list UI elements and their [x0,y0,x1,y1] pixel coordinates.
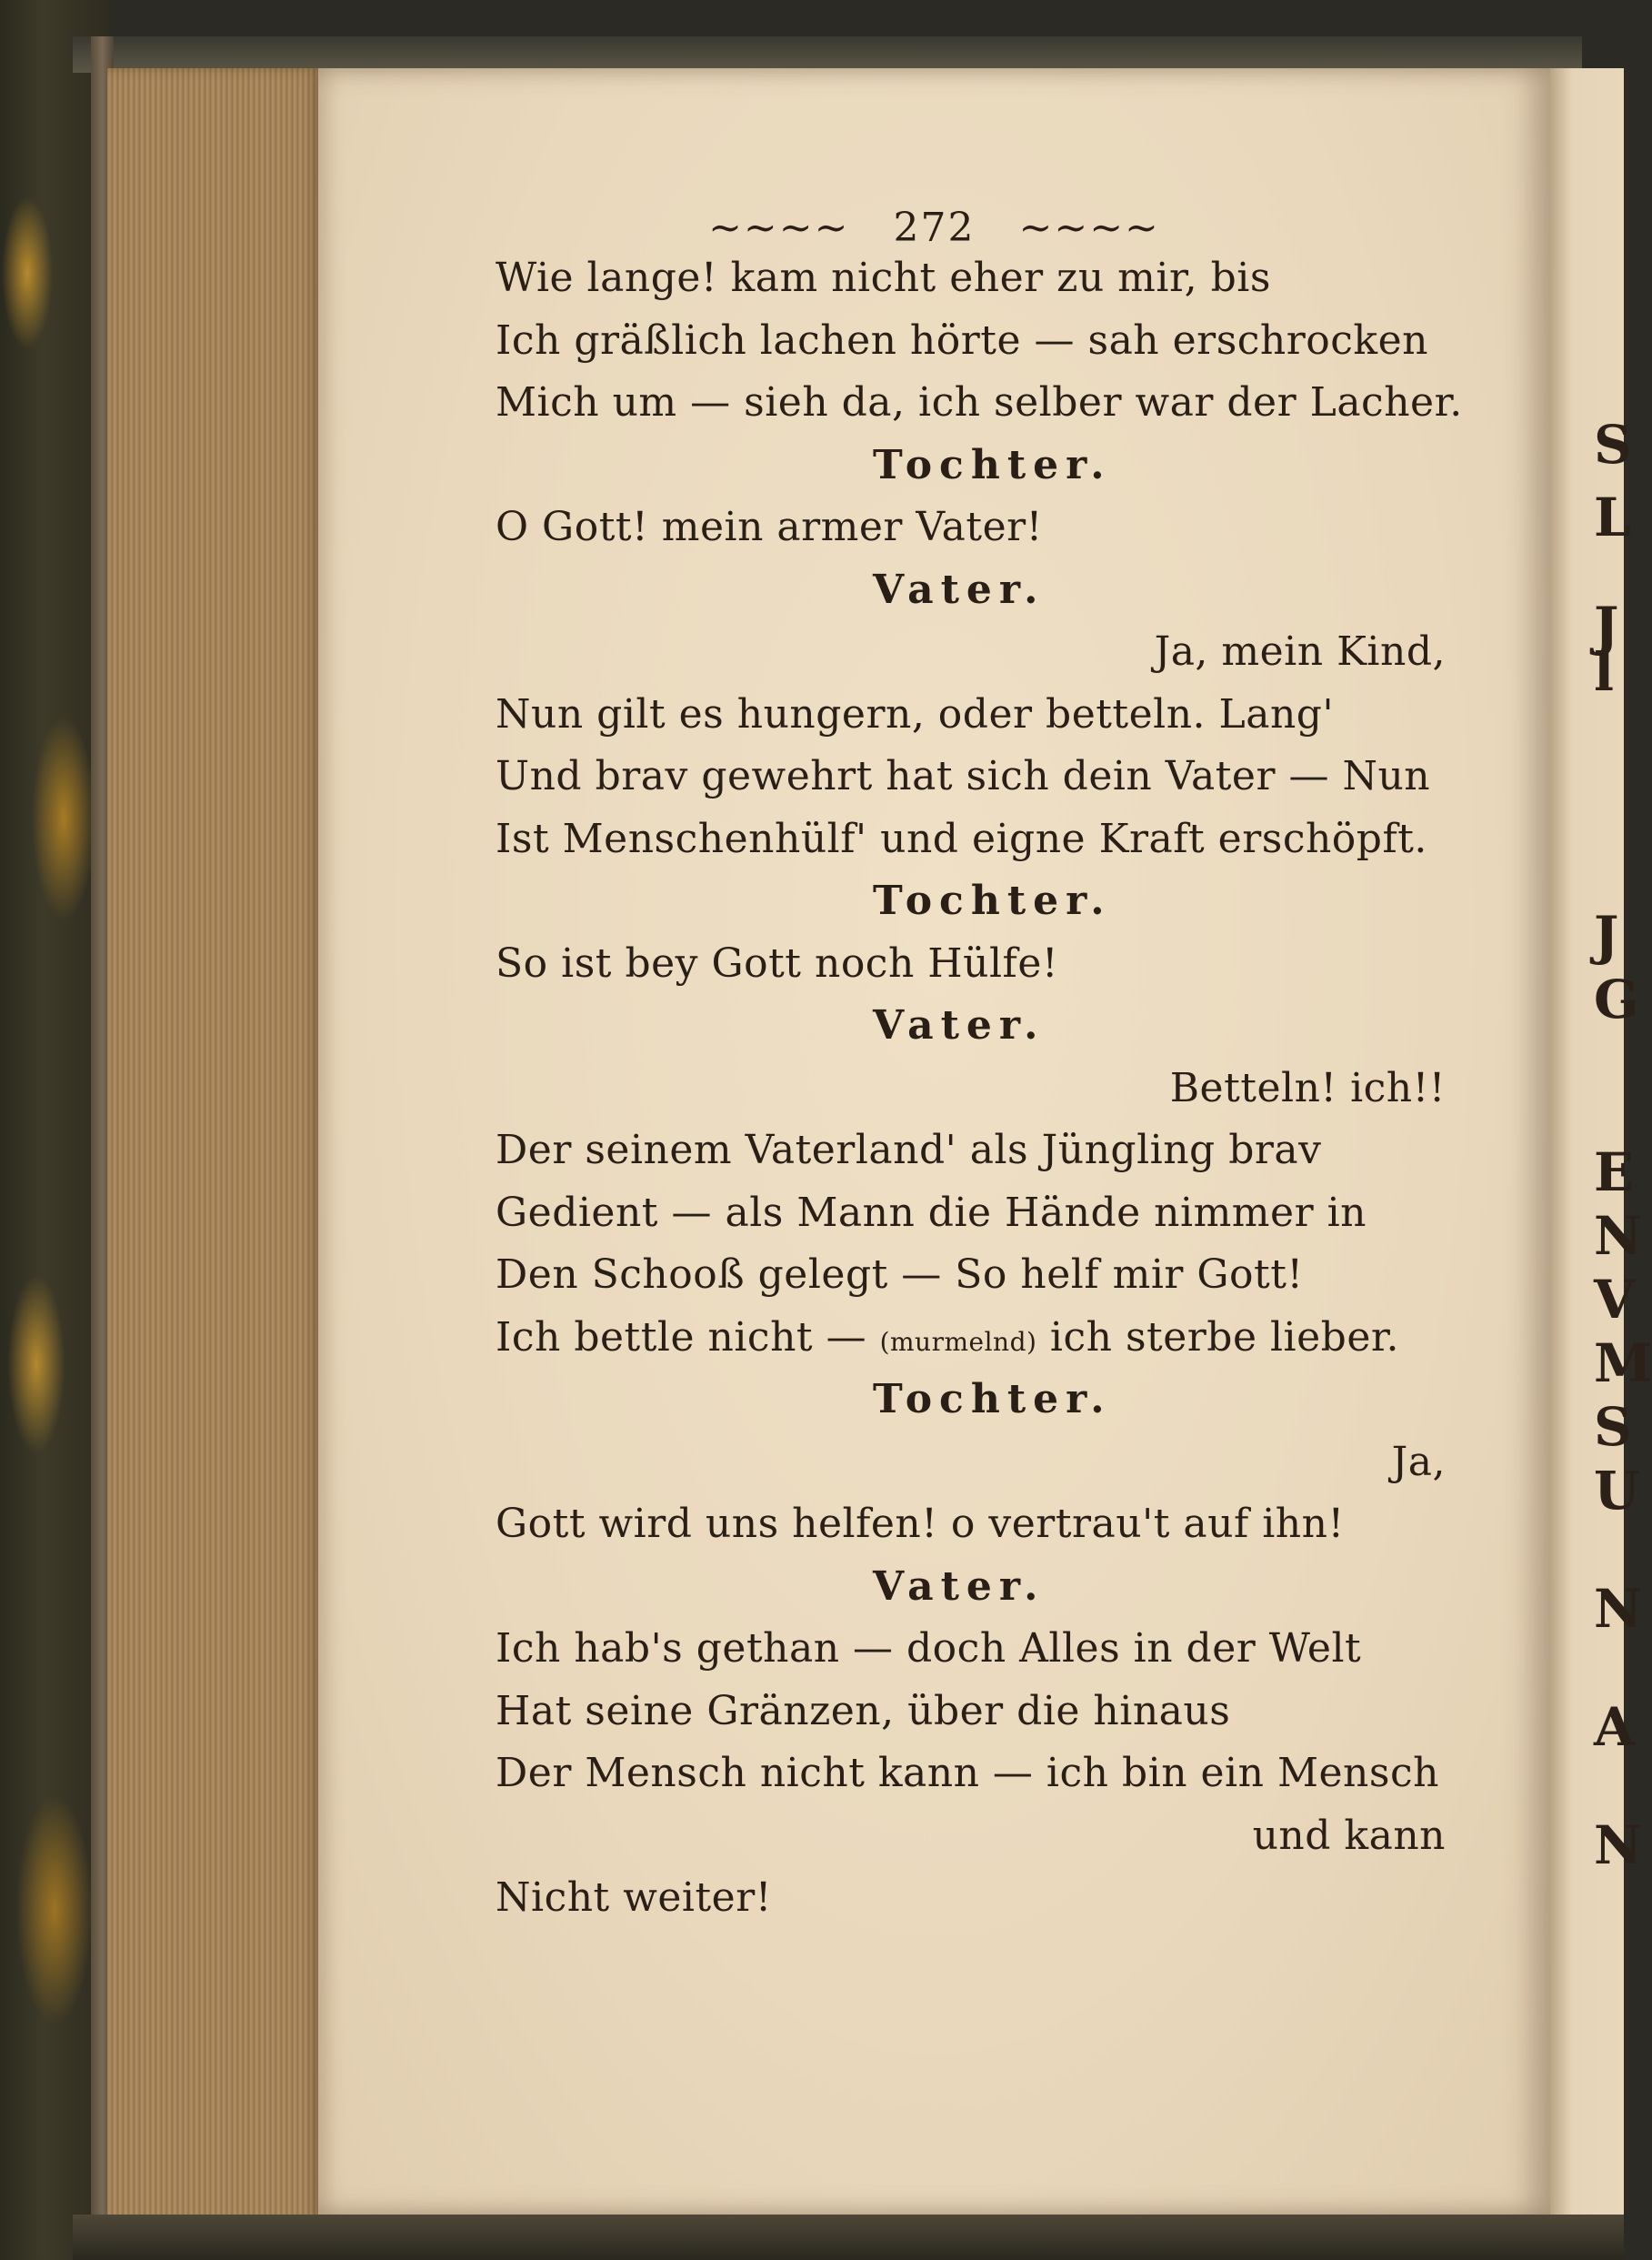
verse-line-continued: Ja, [1391,1438,1446,1485]
book-page [318,68,1550,2215]
next-page-glyph: l [1594,641,1615,703]
next-page-glyph: J [1594,596,1619,658]
next-page-glyph: A [1594,1696,1636,1758]
page-number-value: 272 [893,205,976,251]
verse-line: Gedient — als Mann die Hände nimmer in [496,1189,1367,1236]
speaker-name: Vater. [873,1562,1046,1610]
next-page-glyph: G [1594,969,1639,1030]
next-page-glyph: N [1594,1205,1643,1267]
verse-line: Der Mensch nicht kann — ich bin ein Mensch [496,1750,1439,1796]
verse-line: Mich um — sieh da, ich selber war der Lacher. [496,379,1463,426]
next-page-glyph: M [1594,1332,1652,1394]
verse-line: Ich gräßlich lachen hörte — sah erschrocken [496,316,1428,364]
verse-line-continued: und kann [1252,1812,1446,1859]
verse-line-continued: Betteln! ich!! [1169,1064,1446,1111]
speaker-name: Vater. [873,566,1046,613]
verse-line: Ich hab's gethan — doch Alles in der Welt [496,1625,1362,1672]
next-page-glyph: N [1594,1578,1643,1640]
verse-line [496,1314,1399,1361]
next-page-edge [1550,68,1652,2215]
verse-text: ich sterbe lieber. [1036,1313,1400,1361]
next-page-glyph: J [1594,905,1619,967]
next-page-glyph: V [1594,1269,1636,1331]
book-top-band [73,36,1582,73]
verse-line: Nun gilt es hungern, oder betteln. Lang' [496,690,1335,738]
next-page-glyph: S [1594,414,1632,476]
page-number [318,205,1550,251]
page-text [318,68,1550,2215]
verse-line: Der seinem Vaterland' als Jüngling brav [496,1127,1322,1173]
next-page-glyph: S [1594,1396,1632,1458]
page-number-ornament-left: ~~~~ [708,205,850,251]
next-page-glyph: L [1594,487,1631,548]
speaker-name: Tochter. [873,441,1112,488]
verse-line: O Gott! mein armer Vater! [496,504,1043,550]
verse-line-continued: Ja, mein Kind, [1154,628,1446,675]
next-page-glyph: E [1594,1141,1635,1203]
verse-line: Hat seine Gränzen, über die hinaus [496,1687,1231,1734]
verse-line: Gott wird uns helfen! o vertrau't auf ihn! [496,1501,1345,1547]
next-page-glyph: U [1594,1460,1640,1522]
verse-line: Ist Menschenhülf' und eigne Kraft erschöpft. [496,815,1427,862]
verse-line: Den Schooß gelegt — So helf mir Gott! [496,1251,1304,1298]
speaker-name: Tochter. [873,878,1112,924]
speaker-name: Tochter. [873,1376,1112,1422]
book-bottom-band [73,2215,1624,2260]
next-page-glyph: N [1594,1814,1643,1876]
verse-line: Wie lange! kam nicht eher zu mir, bis [496,255,1271,301]
page-number-ornament-right: ~~~~ [1018,205,1160,251]
page-block-edges [107,68,321,2242]
verse-line: Und brav gewehrt hat sich dein Vater — Nun [496,753,1431,799]
stage-direction: (murmelnd) [879,1326,1037,1357]
speaker-name: Vater. [873,1002,1046,1049]
verse-line: So ist bey Gott noch Hülfe! [496,939,1059,987]
verse-line: Nicht weiter! [496,1874,772,1921]
verse-text: Ich bettle nicht — [496,1313,880,1361]
